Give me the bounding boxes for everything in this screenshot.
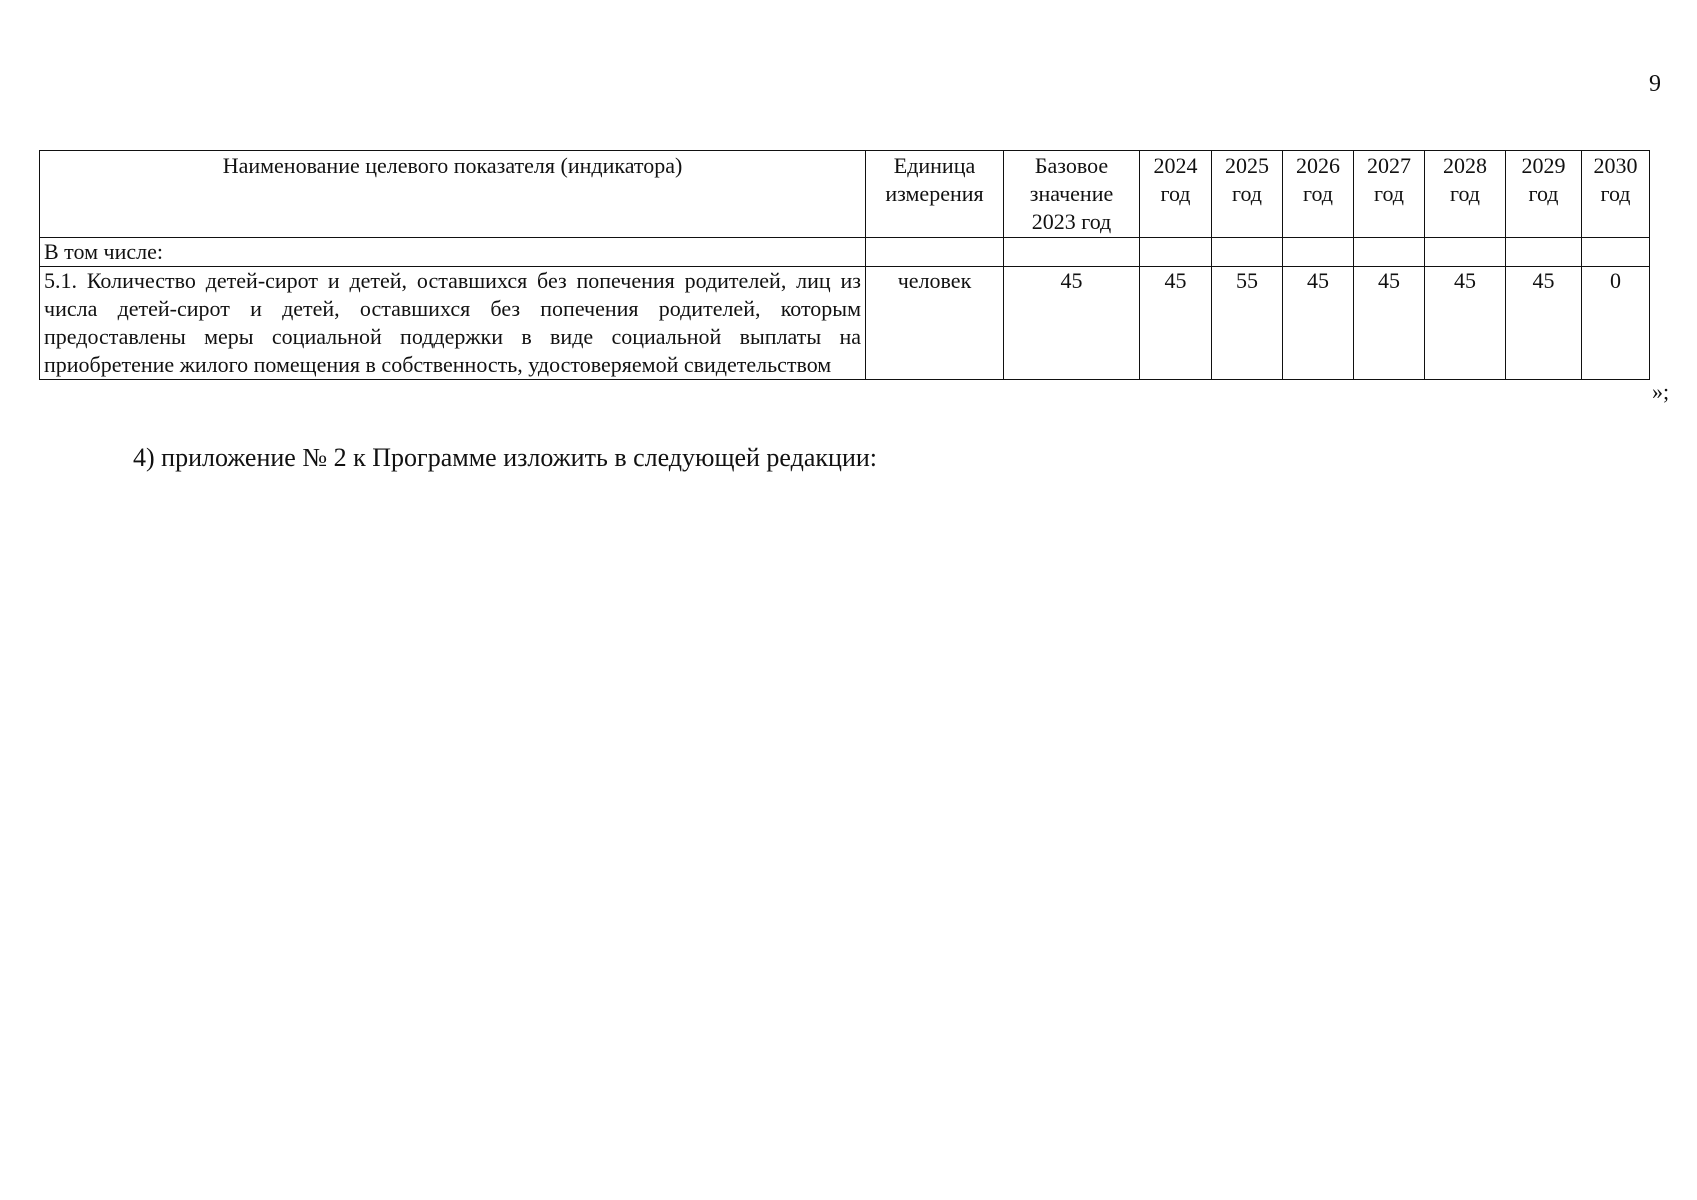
table-header-row [40, 151, 1650, 238]
page-number: 9 [1649, 71, 1661, 97]
empty-cell [866, 238, 1004, 267]
value-2024-cell: 45 [1140, 267, 1212, 380]
header-year-2025: 2025 год [1212, 151, 1283, 238]
empty-cell [1004, 238, 1140, 267]
subheading-cell: В том числе: [40, 238, 866, 267]
indicator-name-cell: 5.1. Количество детей-сирот и детей, оставшихся без попечения родителей, лиц из числа детей-сирот и детей, оставшихся без попечения родителей, которым предоставлены меры социальной поддержки в виде социальной выплаты на приобретение жилого помещения в собственность, удостоверяемой свидетельством [40, 267, 866, 380]
table-subheading-row [40, 238, 1650, 267]
header-base-value: Базовое значение 2023 год [1004, 151, 1140, 238]
value-2025-cell: 55 [1212, 267, 1283, 380]
empty-cell [1582, 238, 1650, 267]
indicators-table-container [39, 150, 1649, 380]
instruction-paragraph: 4) приложение № 2 к Программе изложить в следующей редакции: [133, 443, 877, 472]
header-year-2030: 2030 год [1582, 151, 1650, 238]
empty-cell [1354, 238, 1425, 267]
empty-cell [1140, 238, 1212, 267]
header-year-2029: 2029 год [1506, 151, 1582, 238]
header-unit: Единица измерения [866, 151, 1004, 238]
empty-cell [1212, 238, 1283, 267]
value-2029-cell: 45 [1506, 267, 1582, 380]
value-2030-cell: 0 [1582, 267, 1650, 380]
empty-cell [1425, 238, 1506, 267]
header-indicator-name: Наименование целевого показателя (индикатора) [40, 151, 866, 238]
header-year-2028: 2028 год [1425, 151, 1506, 238]
indicators-table [39, 150, 1650, 380]
value-2028-cell: 45 [1425, 267, 1506, 380]
value-2027-cell: 45 [1354, 267, 1425, 380]
empty-cell [1283, 238, 1354, 267]
value-2026-cell: 45 [1283, 267, 1354, 380]
base-value-cell: 45 [1004, 267, 1140, 380]
header-year-2024: 2024 год [1140, 151, 1212, 238]
unit-cell: человек [866, 267, 1004, 380]
empty-cell [1506, 238, 1582, 267]
table-row [40, 267, 1650, 380]
header-year-2027: 2027 год [1354, 151, 1425, 238]
closing-quote: »; [1652, 379, 1670, 404]
header-year-2026: 2026 год [1283, 151, 1354, 238]
